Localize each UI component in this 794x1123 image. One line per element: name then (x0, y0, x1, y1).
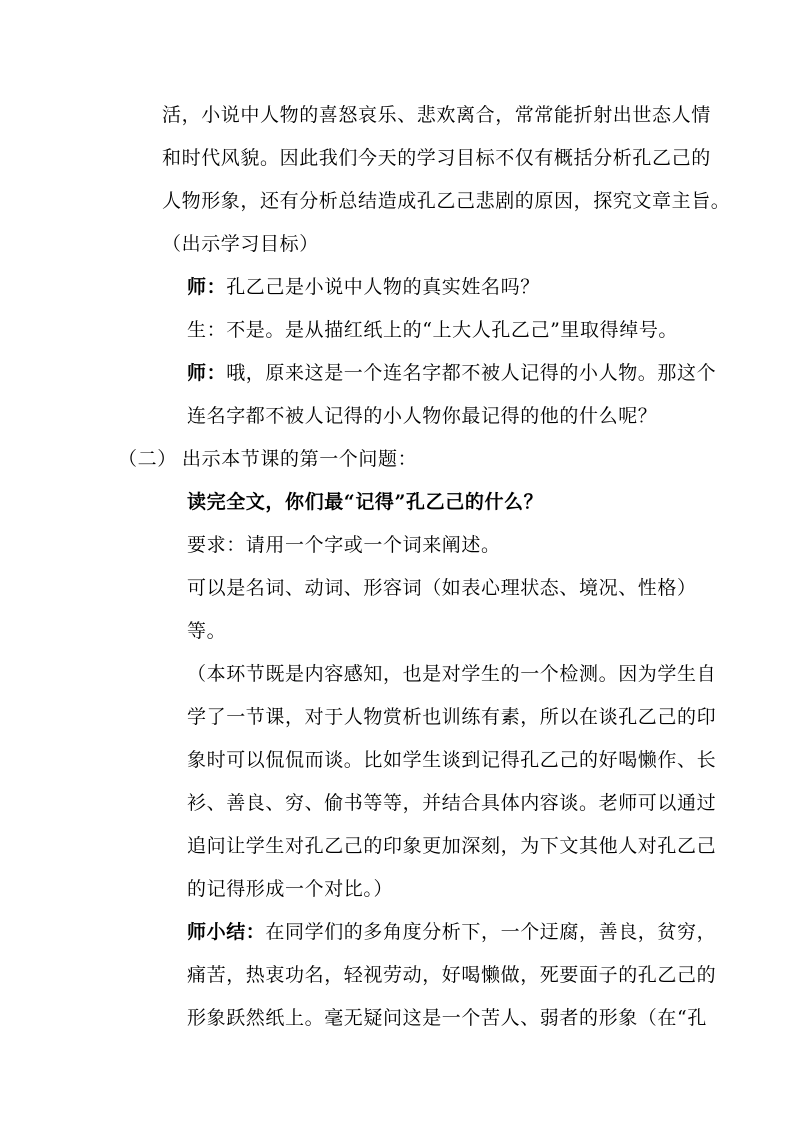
summary-line-3: 形象跃然纸上。毫无疑问这是一个苦人、弱者的形象（在“孔 (187, 1007, 707, 1029)
intro-line-2: 和时代风貌。因此我们今天的学习目标不仅有概括分析孔乙己的 (162, 147, 711, 169)
requirement: 要求：请用一个字或一个词来阐述。 (187, 534, 501, 556)
remark-line-6: 的记得形成一个对比。） (187, 878, 394, 900)
question-text: 孔乙己是小说中人物的真实姓名吗？ (226, 276, 540, 298)
summary-line-2: 痛苦，热衷功名，轻视劳动，好喝懒做，死要面子的孔乙己的 (187, 964, 717, 986)
question-text: 哦，原来这是一个连名字都不被人记得的小人物。那这个 (226, 362, 717, 384)
dialogue-student-answer: 生：不是。是从描红纸上的“上大人孔乙己”里取得绰号。 (187, 319, 679, 341)
remark-line-4: 衫、善良、穷、偷书等等，并结合具体内容谈。老师可以通过 (187, 792, 717, 814)
intro-line-1: 活，小说中人物的喜怒哀乐、悲欢离合，常常能折射出世态人情 (162, 104, 711, 126)
speaker-teacher: 师： (187, 362, 227, 384)
remark-line-5: 追问让学生对孔乙己的印象更加深刻，为下文其他人对孔乙己 (187, 835, 717, 857)
intro-note: （出示学习目标） (162, 233, 319, 255)
section-number: （二） (118, 448, 177, 470)
key-question: 读完全文，你们最“记得”孔乙己的什么？ (187, 491, 544, 513)
options-line-2: 等。 (187, 620, 227, 642)
intro-line-3: 人物形象，还有分析总结造成孔乙己悲剧的原因，探究文章主旨。 (162, 190, 731, 212)
summary-text: 在同学们的多角度分析下，一个迂腐，善良，贫穷， (265, 921, 717, 943)
dialogue-teacher-question-2 (187, 361, 716, 385)
options-line-1: 可以是名词、动词、形容词（如表心理状态、境况、性格） (187, 577, 697, 599)
dialogue-teacher-question-2-cont: 连名字都不被人记得的小人物你最记得的他的什么呢？ (187, 405, 658, 427)
remark-line-2: 学了一节课，对于人物赏析也训练有素，所以在谈孔乙己的印 (187, 706, 717, 728)
summary-label: 师小结： (187, 921, 266, 943)
speaker-teacher: 师： (187, 276, 227, 298)
dialogue-teacher-question-1 (187, 275, 540, 299)
remark-line-3: 象时可以侃侃而谈。比如学生谈到记得孔乙己的好喝懒作、长 (187, 749, 717, 771)
section-heading: 出示本节课的第一个问题： (182, 448, 418, 470)
remark-line-1: （本环节既是内容感知，也是对学生的一个检测。因为学生自 (187, 663, 717, 685)
summary-line-1 (187, 920, 716, 944)
